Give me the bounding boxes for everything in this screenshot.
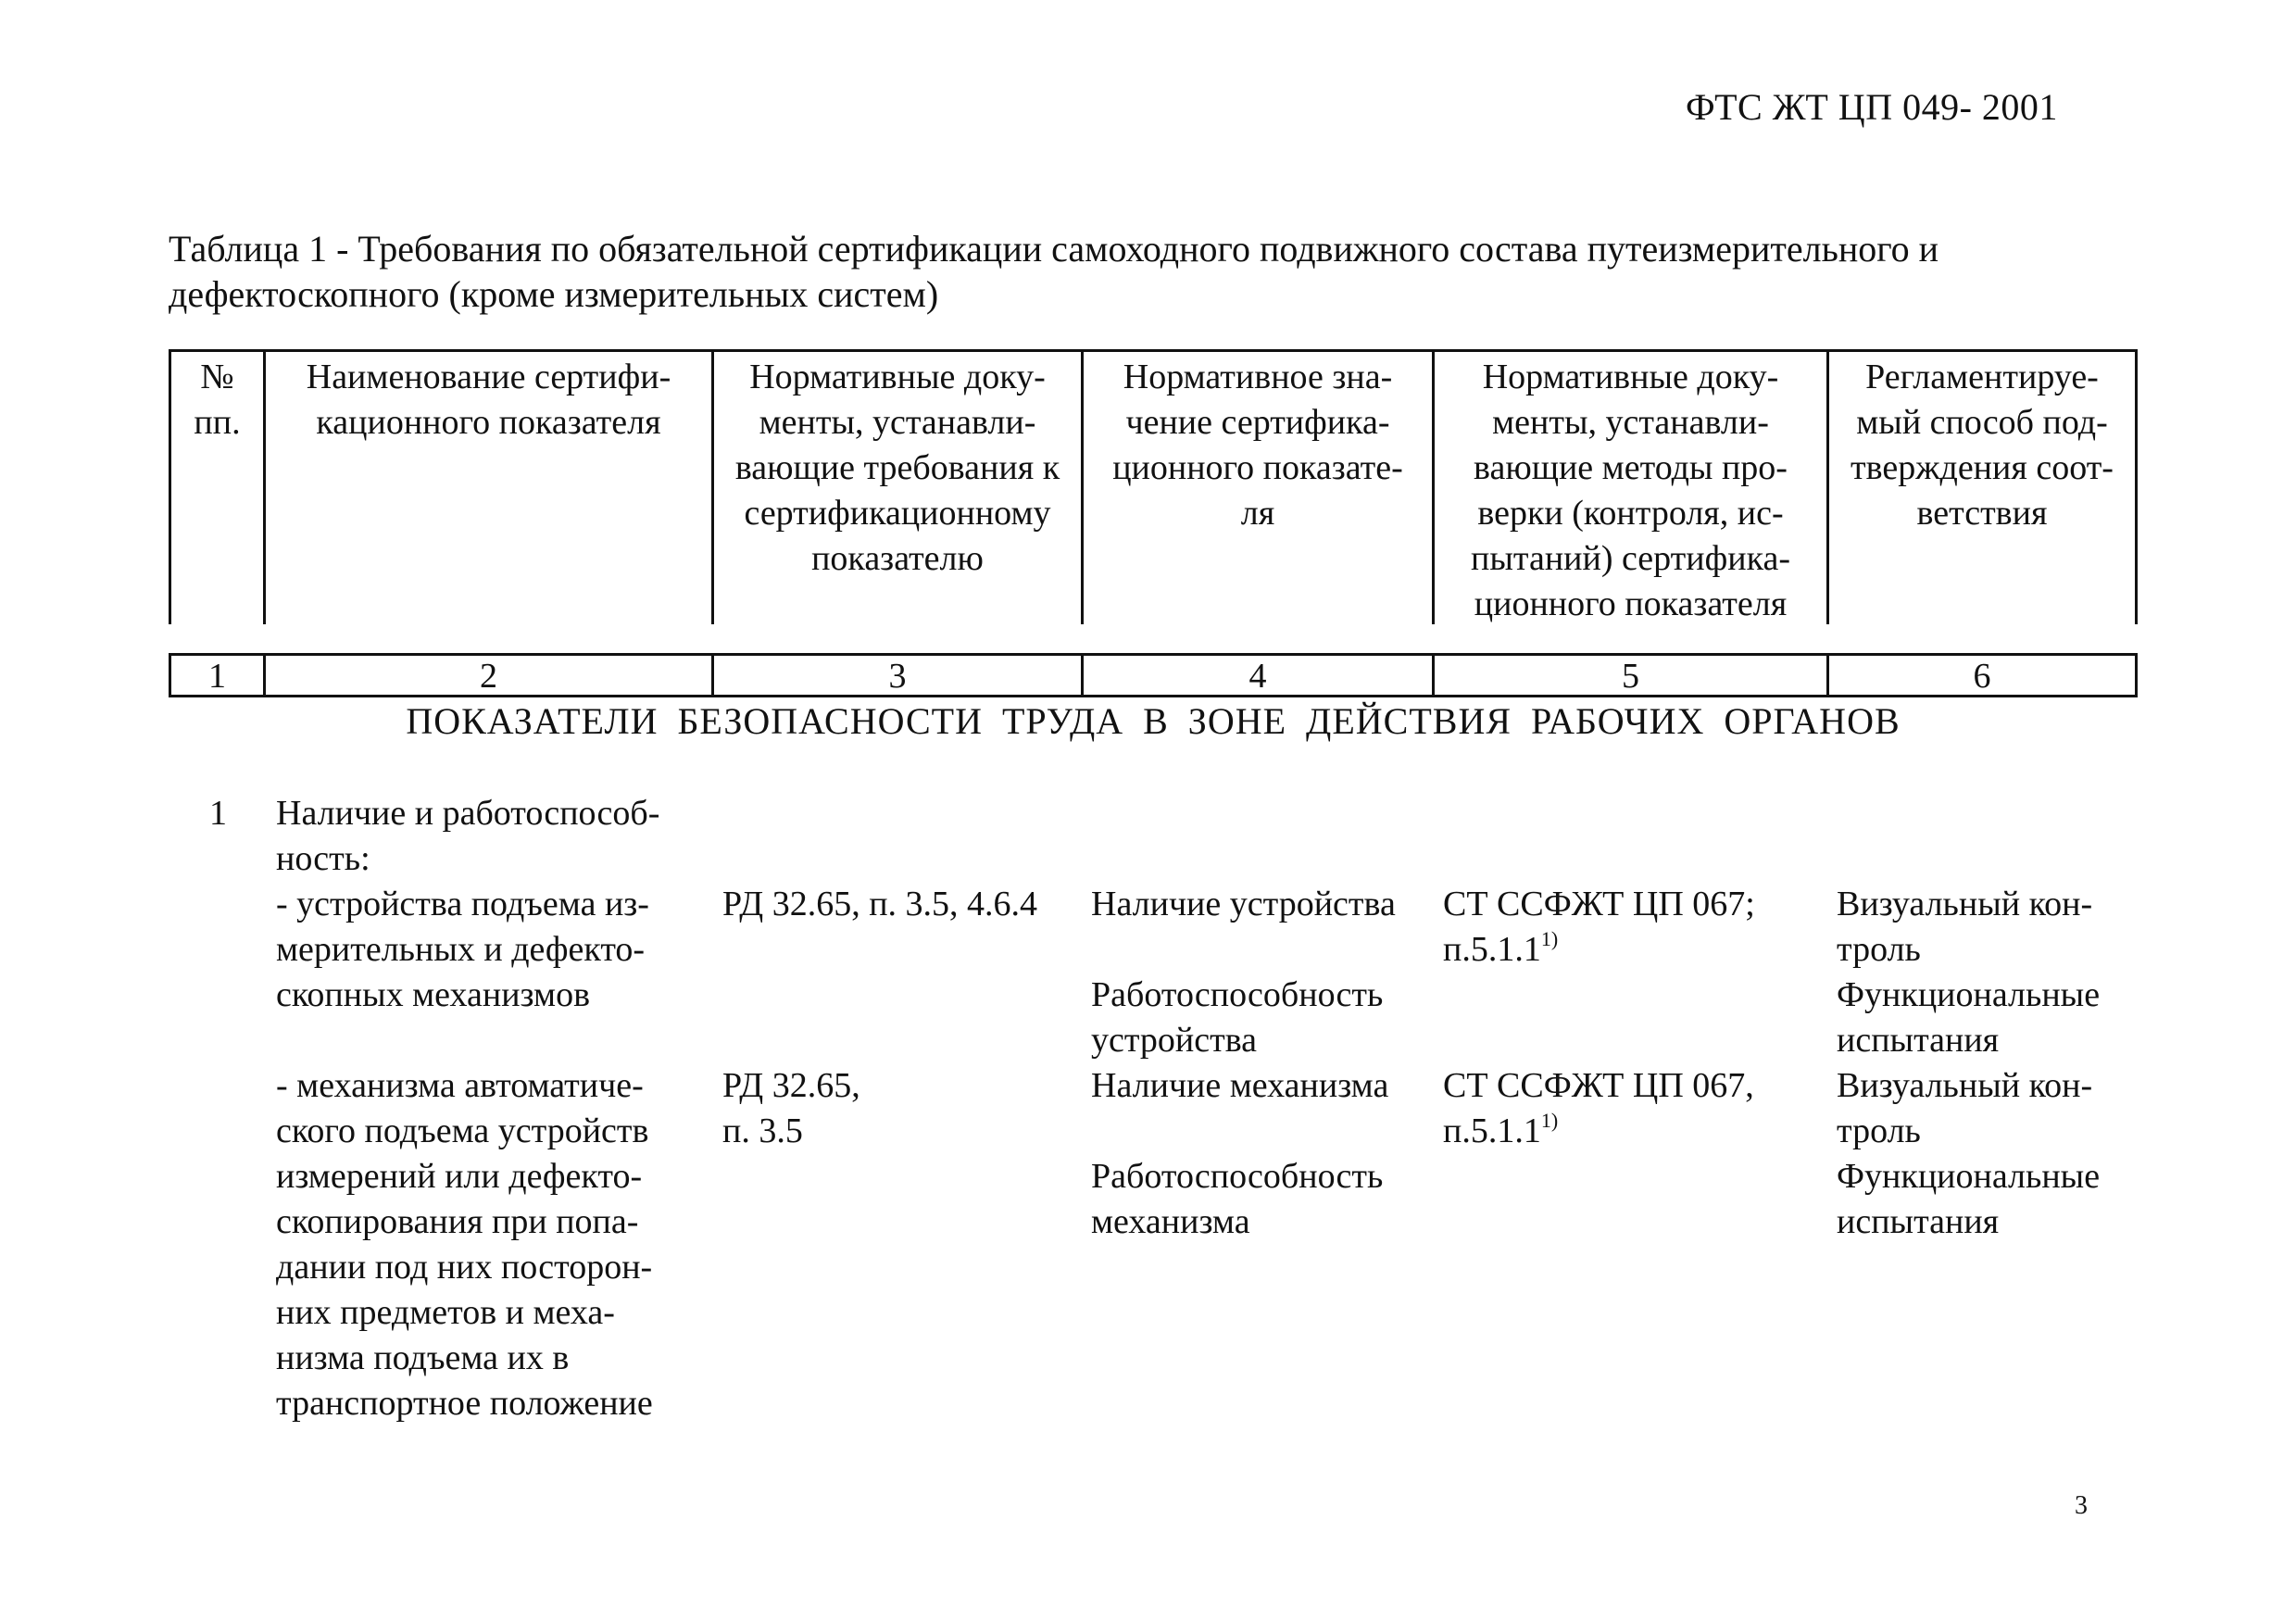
column-number-row bbox=[169, 653, 2138, 697]
table-header bbox=[169, 349, 2138, 624]
column-number: 3 bbox=[888, 657, 907, 696]
item-a-value-presence: Наличие устройства bbox=[1091, 885, 1396, 923]
header-col-5: Нормативные доку- менты, устанавли- вающие методы про- верки (контроля, ис- пытаний) сертифика- ционного показателя bbox=[1471, 358, 1790, 623]
item-a-value-operability: Работоспособность устройства bbox=[1091, 975, 1384, 1060]
document-code: ФТС ЖТ ЦП 049- 2001 bbox=[1686, 86, 2058, 128]
column-number: 5 bbox=[1622, 657, 1639, 696]
item-b-name: - механизма автоматиче- ского подъема устройств измерений или дефекто- скопирования при попа- дании под них посторон- них предметов и меха- низма подъема их в транспортное положение bbox=[276, 1066, 653, 1423]
item-a-normative-doc: РД 32.65, п. 3.5, 4.6.4 bbox=[722, 885, 1038, 923]
item-b-confirm-visual: Визуальный кон- троль bbox=[1837, 1066, 2093, 1150]
column-number: 4 bbox=[1248, 657, 1267, 696]
header-col-1: № пп. bbox=[194, 358, 241, 442]
column-number: 1 bbox=[208, 657, 226, 696]
header-col-6: Регламентируе- мый способ под- тверждения соот- ветствия bbox=[1851, 358, 2114, 533]
header-col-3: Нормативные доку- менты, устанавли- вающие требования к сертификационному показателю bbox=[734, 358, 1060, 578]
row-number: 1 bbox=[209, 794, 227, 833]
item-a-confirm-visual: Визуальный кон- троль bbox=[1837, 885, 2093, 969]
item-b-method: СТ ССФЖТ ЦП 067, п.5.1.1$^{1)}$ bbox=[1443, 1066, 1754, 1150]
item-b-confirm-functional: Функциональные испытания bbox=[1837, 1157, 2101, 1241]
row-name: Наличие и работоспособ- ность: bbox=[276, 794, 660, 878]
item-b-value-operability: Работоспособность механизма bbox=[1091, 1157, 1384, 1241]
table-caption: Таблица 1 - Требования по обязательной сертификации самоходного подвижного состава путеизмерительного и дефектоскопного (кроме измерительных систем) bbox=[169, 228, 1939, 315]
column-number: 6 bbox=[1973, 657, 1991, 696]
item-b-normative-doc: РД 32.65, п. 3.5 bbox=[722, 1066, 860, 1150]
header-col-4: Нормативное зна- чение сертифика- ционного показате- ля bbox=[1112, 358, 1403, 533]
item-a-confirm-functional: Функциональные испытания bbox=[1837, 975, 2101, 1060]
section-title: ПОКАЗАТЕЛИ БЕЗОПАСНОСТИ ТРУДА В ЗОНЕ ДЕЙСТВИЯ РАБОЧИХ ОРГАНОВ bbox=[406, 700, 1901, 742]
item-b-value-presence: Наличие механизма bbox=[1091, 1066, 1389, 1105]
header-col-2: Наименование сертифи- кационного показателя bbox=[306, 358, 671, 442]
item-a-name: - устройства подъема из- мерительных и дефекто- скопных механизмов bbox=[276, 885, 649, 1014]
column-number: 2 bbox=[480, 657, 497, 696]
page-number: 3 bbox=[2075, 1491, 2088, 1520]
item-a-method: СТ ССФЖТ ЦП 067; п.5.1.1$^{1)}$ bbox=[1443, 885, 1755, 969]
